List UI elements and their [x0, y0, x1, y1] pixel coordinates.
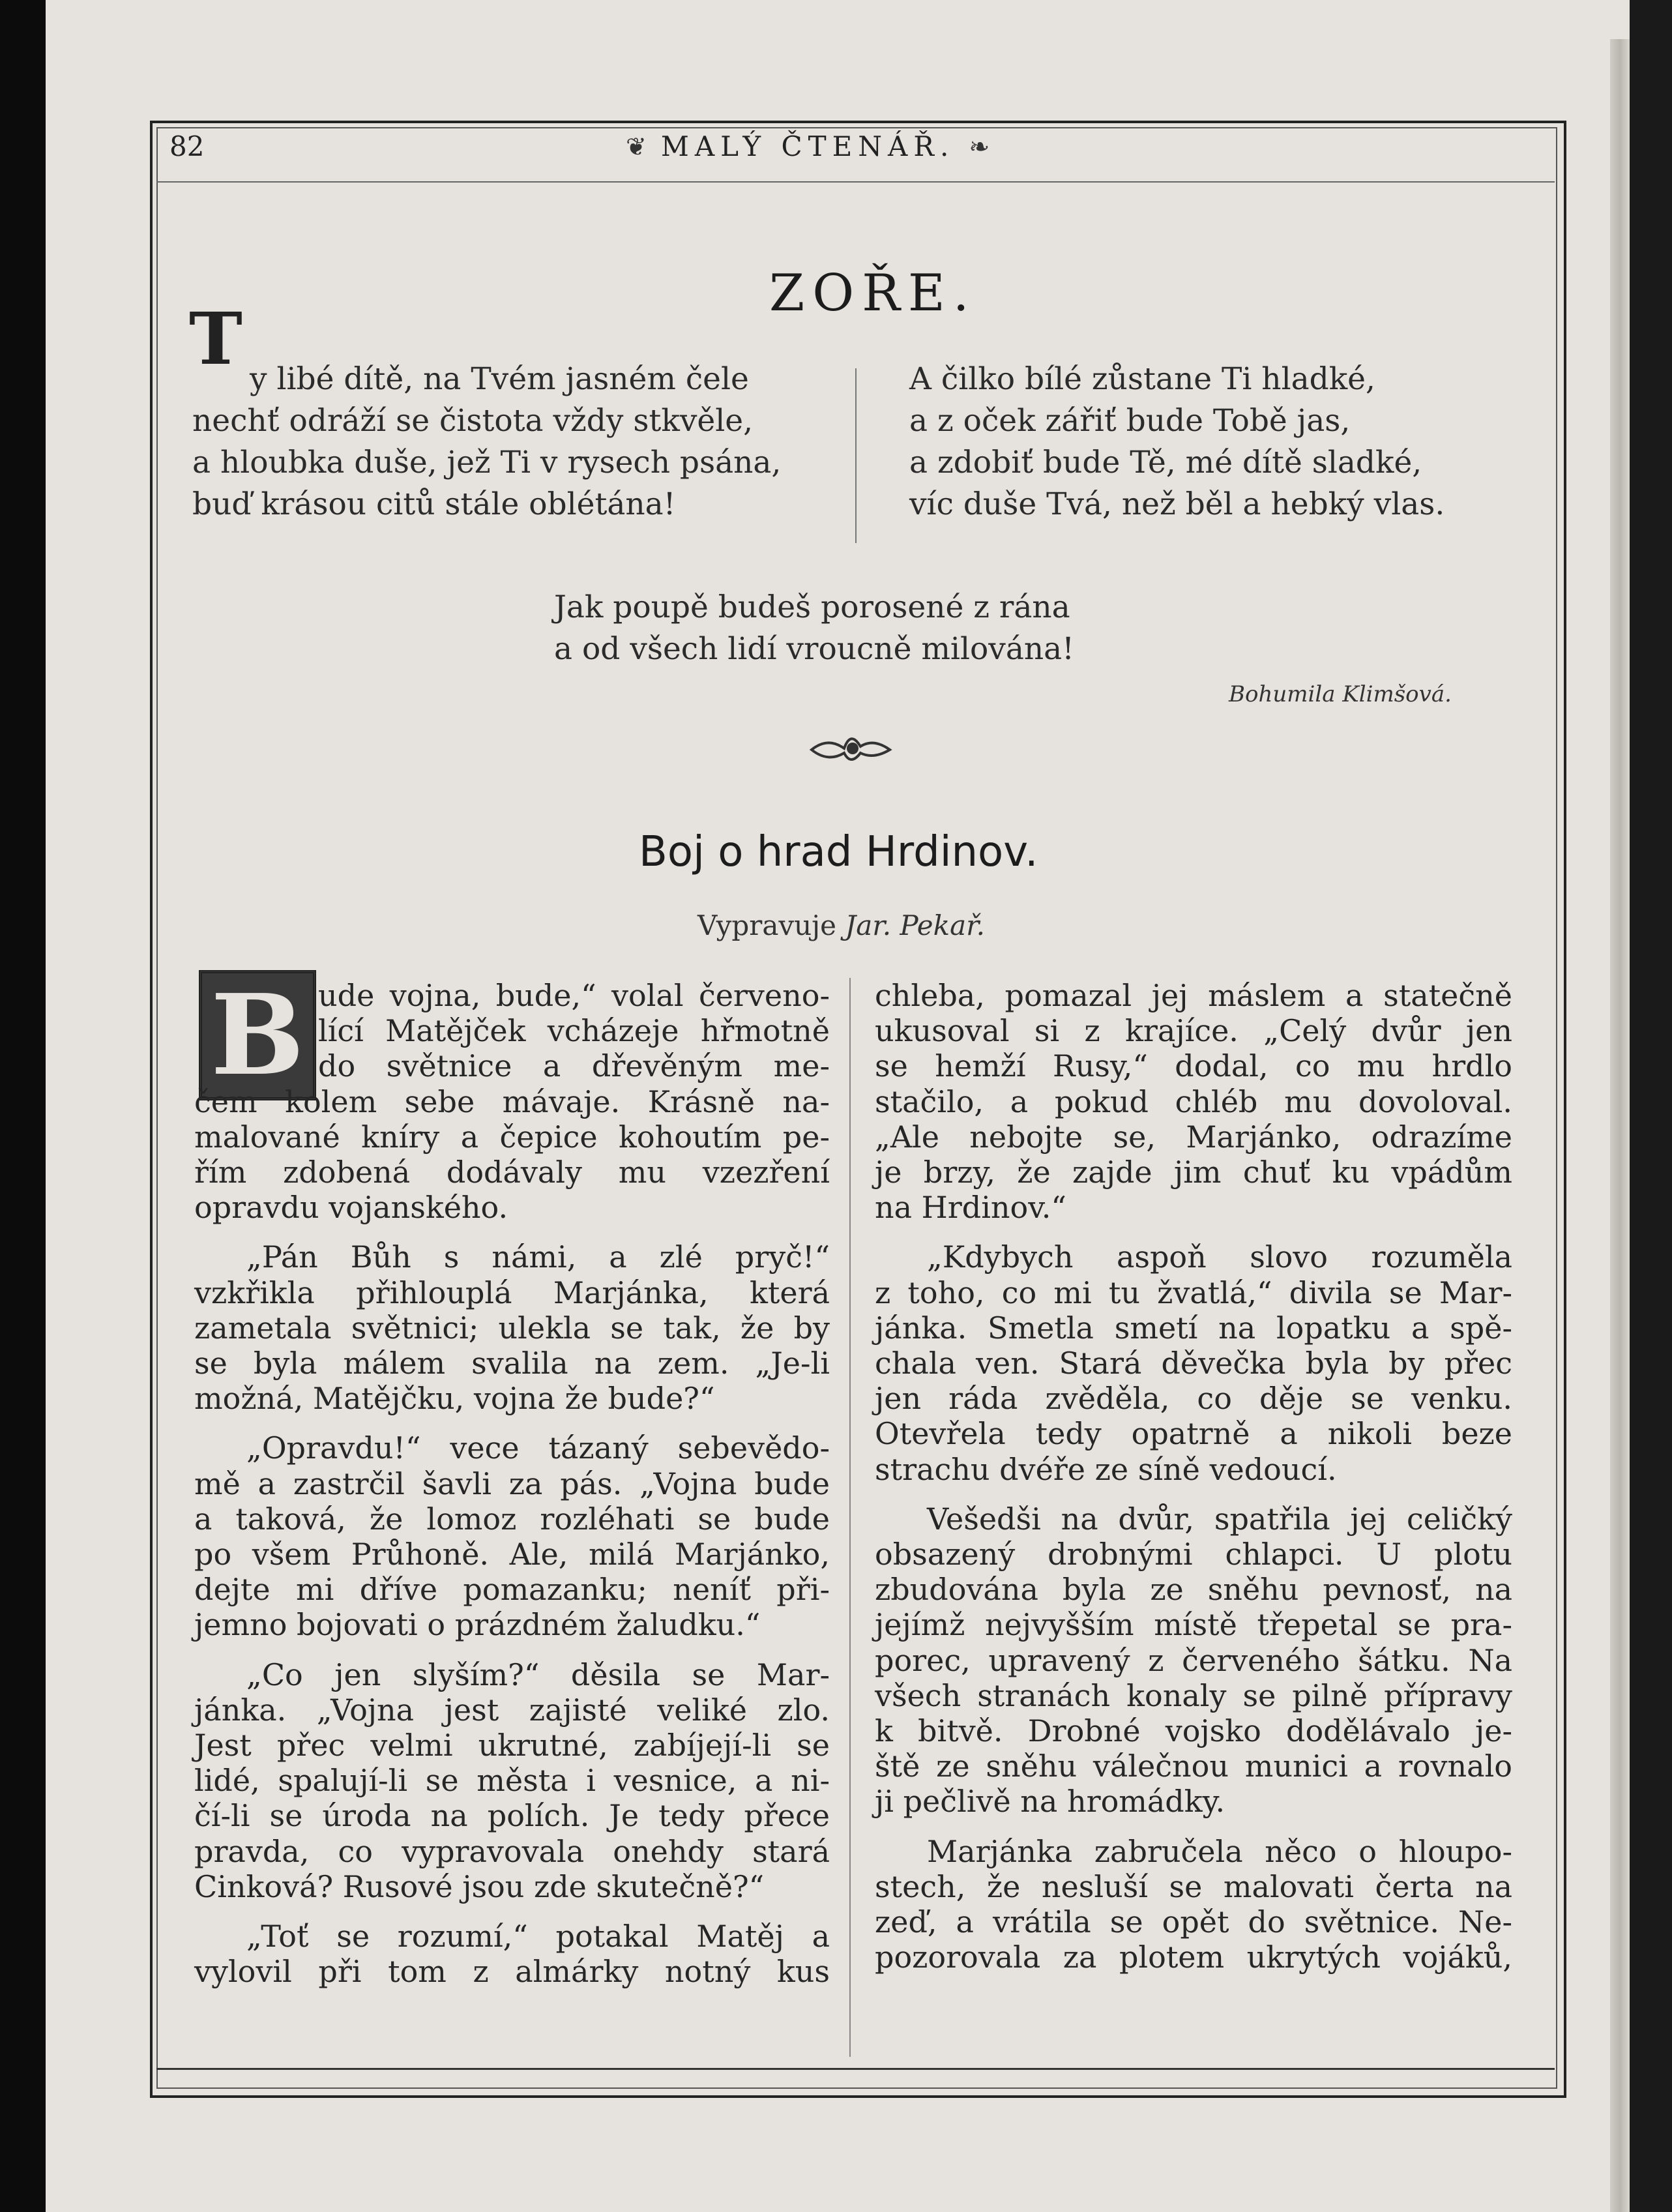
left-column	[194, 970, 830, 1990]
running-head	[626, 130, 990, 162]
paragraph	[194, 1239, 830, 1416]
text-line: na Hrdinov.“	[875, 1190, 1066, 1226]
text-line: stech, že nesluší se malovati čerta na	[875, 1868, 1512, 1904]
page-edge	[1610, 39, 1630, 2212]
text-line: „Toť se rozumí,“ potakal Matěj a	[246, 1919, 830, 1954]
text-line: Marjánka zabručela něco o hloupo-	[927, 1833, 1512, 1869]
poem-stanza-3	[554, 587, 1074, 670]
text-line: „Ale nebojte se, Marjánko, odrazíme	[875, 1119, 1512, 1155]
text-line: jánka. Smetla smetí na lopatku a spě-	[875, 1310, 1512, 1346]
column-divider	[849, 978, 851, 2057]
text-line: možná, Matějčku, vojna že bude?“	[194, 1381, 715, 1417]
ornament-left-icon: ❦	[626, 132, 647, 161]
poem-line: víc duše Tvá, než běl a hebký vlas.	[909, 486, 1445, 522]
text-line: jen ráda zvěděla, co děje se venku.	[875, 1381, 1512, 1417]
poem-line: nechť odráží se čistota vždy stkvěle,	[192, 403, 754, 439]
paragraph	[875, 978, 1512, 1225]
poem-line: A čilko bílé zůstane Ti hladké,	[909, 361, 1375, 397]
poem-title: ZOŘE.	[769, 264, 977, 323]
text-line: mě a zastrčil šavli za pás. „Vojna bude	[194, 1466, 830, 1501]
text-line: „Kdybych aspoň slovo rozuměla	[927, 1239, 1512, 1275]
bottom-rule	[156, 2068, 1555, 2070]
text-line: Jest přec velmi ukrutné, zabíjejí-li se	[194, 1728, 830, 1763]
text-line: malované kníry a čepice kohoutím pe-	[194, 1119, 830, 1155]
text-line: se byla málem svalila na zem. „Je-li	[194, 1346, 830, 1381]
text-line: z toho, co mi tu žvatlá,“ divila se Mar-	[875, 1275, 1512, 1310]
text-line: ude vojna, bude,“ volal červeno-	[318, 978, 830, 1013]
text-line: pravda, co vypravovala onehdy stará	[194, 1833, 830, 1869]
text-line: dejte mi dříve pomazanku; neníť při-	[194, 1572, 830, 1608]
scan-background-right	[1630, 0, 1672, 2212]
text-line: obsazený drobnými chlapci. U plotu	[875, 1537, 1512, 1572]
text-line: čí-li se úroda na polích. Je tedy přece	[194, 1798, 830, 1834]
poem-drop-cap: T	[189, 297, 242, 381]
paragraph	[194, 1657, 830, 1904]
poem-author: Bohumila Klimšová.	[1229, 681, 1452, 707]
text-line: zeď, a vrátila se opět do světnice. Ne-	[875, 1904, 1512, 1940]
paragraph	[875, 1239, 1512, 1486]
text-line: opravdu vojanského.	[194, 1190, 508, 1226]
header-rule	[156, 181, 1555, 183]
poem-line: Jak poupě budeš porosené z rána	[554, 589, 1070, 625]
page-number: 82	[169, 130, 205, 162]
text-line: se hemží Rusy,“ dodal, co mu hrdlo	[875, 1048, 1512, 1084]
text-line: je brzy, že zajde jim chuť ku vpádům	[875, 1155, 1512, 1190]
poem-stanza-2	[909, 359, 1445, 525]
poem-divider	[855, 368, 857, 543]
text-line: Vešedši na dvůr, spatřila jej celičký	[927, 1501, 1512, 1537]
poem-stanza-1	[192, 359, 781, 525]
text-line: řím zdobená dodávaly mu vzezření	[194, 1155, 830, 1190]
text-line: jejímž nejvyšším místě třepetal se pra-	[875, 1607, 1512, 1643]
text-line: porec, upravený z červeného šátku. Na	[875, 1642, 1512, 1678]
text-line: čem kolem sebe mávaje. Krásně na-	[194, 1084, 830, 1119]
poem-line: a zdobiť bude Tě, mé dítě sladké,	[909, 445, 1422, 480]
paragraph	[875, 1501, 1512, 1820]
poem-line: y libé dítě, na Tvém jasném čele	[250, 361, 749, 397]
text-line: pozorovala za plotem ukrytých vojáků,	[875, 1939, 1512, 1975]
paragraph	[194, 1430, 830, 1642]
poem-line: a od všech lidí vroucně milována!	[554, 631, 1075, 667]
ornament-right-icon: ❧	[969, 132, 990, 161]
running-title: MALÝ ČTENÁŘ.	[660, 130, 955, 162]
text-line: zbudována byla ze sněhu pevnosť, na	[875, 1572, 1512, 1608]
text-line: stačilo, a pokud chléb mu dovoloval.	[875, 1084, 1512, 1119]
text-line: jemno bojovati o prázdném žaludku.“	[194, 1607, 761, 1643]
text-line: po všem Průhoně. Ale, milá Marjánko,	[194, 1537, 830, 1572]
scan-background-left	[0, 0, 46, 2212]
text-line: ukusoval si z krajíce. „Celý dvůr jen	[875, 1013, 1512, 1049]
text-line: lidé, spalují-li se města i vesnice, a ni-	[194, 1763, 830, 1799]
story-byline	[697, 909, 985, 941]
text-line: jánka. „Vojna jest zajisté veliké zlo.	[194, 1692, 830, 1728]
poem-line: buď krásou citů stále oblétána!	[192, 486, 676, 522]
text-line: chleba, pomazal jej máslem a statečně	[875, 978, 1512, 1013]
text-line: ště ze sněhu válečnou munici a rovnalo	[875, 1748, 1512, 1784]
paragraph	[875, 1834, 1512, 1975]
story-drop-cap-letter: B	[211, 970, 304, 1100]
text-line: „Opravdu!“ vece tázaný sebevědo-	[246, 1430, 830, 1466]
right-column	[875, 978, 1512, 1975]
fleuron-ornament-icon	[808, 724, 893, 769]
text-line: do světnice a dřevěným me-	[318, 1048, 830, 1084]
text-line: lící Matějček vcházeje hřmotně	[318, 1013, 830, 1049]
text-line: Otevřela tedy opatrně a nikoli beze	[875, 1416, 1512, 1452]
paragraph	[194, 970, 830, 1226]
poem-line: a z oček zářiť bude Tobě jas,	[909, 403, 1351, 439]
story-title: Boj o hrad Hrdinov.	[639, 828, 1038, 876]
text-line: strachu dvéře ze síně vedoucí.	[875, 1451, 1337, 1487]
text-line: „Pán Bůh s námi, a zlé pryč!“	[246, 1239, 830, 1275]
byline-name: Jar. Pekař.	[845, 909, 985, 941]
text-line: vylovil při tom z almárky notný kus	[194, 1954, 830, 1990]
text-line: Cinková? Rusové jsou zde skutečně?“	[194, 1868, 765, 1904]
text-line: k bitvě. Drobné vojsko dodělávalo je-	[875, 1713, 1512, 1749]
text-line: chala ven. Stará děvečka byla by přec	[875, 1346, 1512, 1381]
paragraph	[194, 1919, 830, 1989]
text-line: ji pečlivě na hromádky.	[875, 1784, 1225, 1820]
text-line: vzkřikla přihlouplá Marjánka, která	[194, 1275, 830, 1310]
text-line: všech stranách konaly se pilně přípravy	[875, 1677, 1512, 1713]
poem-line: a hloubka duše, jež Ti v rysech psána,	[192, 445, 782, 480]
text-line: a taková, že lomoz rozléhati se bude	[194, 1501, 830, 1537]
byline-prefix: Vypravuje	[697, 909, 837, 941]
text-line: zametala světnici; ulekla se tak, že by	[194, 1310, 830, 1346]
text-line: „Co jen slyším?“ děsila se Mar-	[246, 1657, 830, 1692]
